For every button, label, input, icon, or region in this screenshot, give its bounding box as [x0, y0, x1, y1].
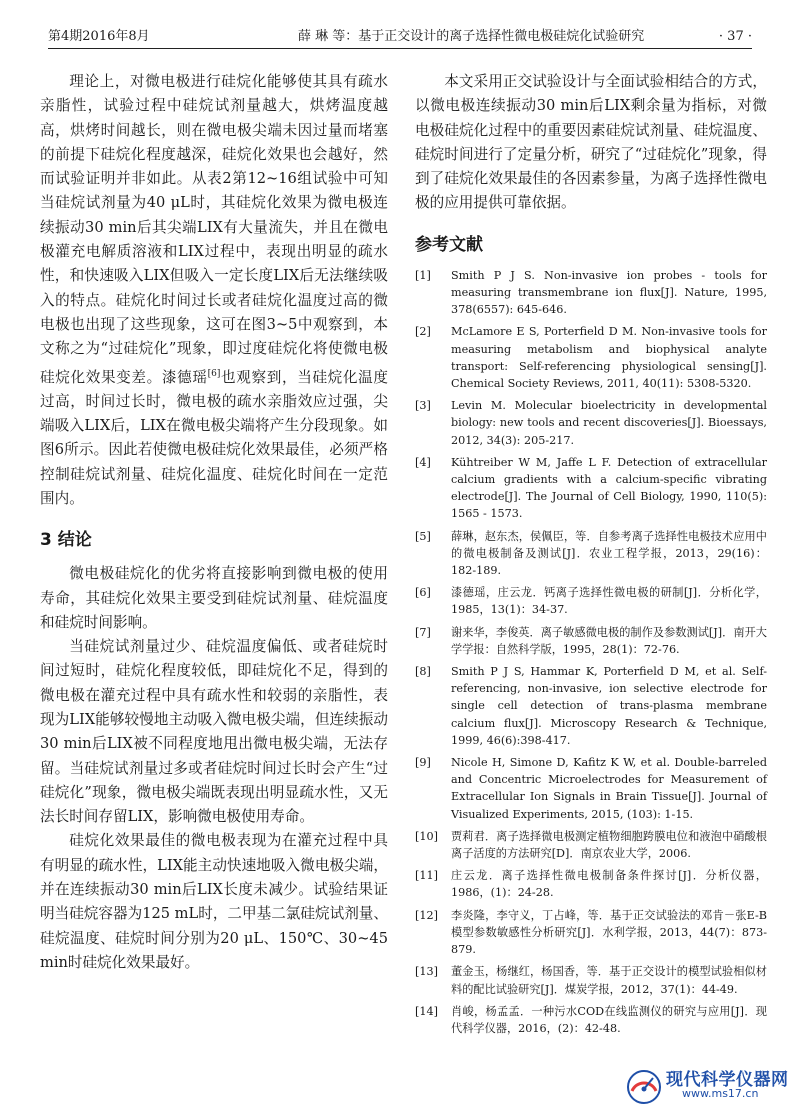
- reference-text: 李炎隆，李守义，丁占峰，等．基于正交试验法的邓肯－张E-B模型参数敏感性分析研究[J]．水利学报，2013，44(7)：873-879.: [451, 908, 767, 957]
- reference-text: McLamore E S, Porterfield D M. Non-invasive tools for measuring metabolism and biophysical analyte transport: Self-referencing physiological sensing[J]. Chemical Society Reviews, 2011, 40(11): 5308-5320.: [451, 325, 767, 390]
- reference-text: 薛琳，赵东杰，侯佩臣，等．自参考离子选择性电极技术应用中的微电极制备及测试[J]．农业工程学报，2013，29(16)：182-189.: [451, 529, 767, 578]
- reference-text: Smith P J S, Hammar K, Porterfield D M, et al. Self-referencing, non-invasive, ion selective electrode for single cell detection of trans-plasma membrane calcium flux[J]. Microscopy Research & Technique, 1999, 46(6):398-417.: [451, 665, 767, 747]
- reference-number: [5]: [415, 529, 431, 543]
- gauge-logo-icon: [624, 1065, 664, 1105]
- reference-item: [415, 754, 767, 823]
- reference-item: [415, 624, 767, 658]
- reference-item: [415, 397, 767, 449]
- summary-paragraph: 本文采用正交试验设计与全面试验相结合的方式，以微电极连续振动30 min后LIX剩余量为指标，对微电极硅烷化过程中的重要因素硅烷试剂量、硅烷温度、硅烷时间进行了定量分析，研究了“过硅烷化”现象，得到了硅烷化效果最佳的各因素参量，为离子选择性微电极的应用提供可靠依据。: [415, 73, 767, 212]
- reference-item: [415, 454, 767, 523]
- reference-number: [8]: [415, 665, 431, 679]
- running-title: 薛 琳 等：基于正交设计的离子选择性微电极硅烷化试验研究: [298, 29, 645, 44]
- reference-text: 谢来华，李俊英．离子敏感微电极的制作及参数测试[J]．南开大学学报：自然科学版，1995，28(1)：72-76.: [451, 625, 767, 656]
- left-column: [40, 70, 388, 975]
- reference-item: [415, 663, 767, 749]
- conclusion-paragraph-1: 微电极硅烷化的优劣将直接影响到微电极的使用寿命，其硅烷化效果主要受到硅烷试剂量、硅烷温度和硅烷时间影响。: [40, 565, 388, 631]
- reference-number: [3]: [415, 399, 431, 413]
- site-watermark: [624, 1065, 794, 1107]
- reference-number: [14]: [415, 1004, 438, 1018]
- reference-number: [12]: [415, 908, 438, 922]
- references-heading: 参考文献: [415, 234, 483, 255]
- reference-item: [415, 907, 767, 959]
- reference-text: 董金玉，杨继红，杨国香，等．基于正交设计的模型试验相似材料的配比试验研究[J]．煤炭学报，2012，37(1)：44-49.: [451, 965, 767, 996]
- section-heading-conclusion: 3 结论: [40, 530, 92, 551]
- reference-text: Smith P J S. Non-invasive ion probes - tools for measuring transmembrane ion flux[J]. Nature, 1995, 378(6557): 645-646.: [451, 268, 767, 317]
- running-header: [48, 18, 752, 49]
- reference-item: [415, 267, 767, 319]
- reference-number: [1]: [415, 268, 431, 282]
- reference-item: [415, 1003, 767, 1037]
- reference-item: [415, 828, 767, 862]
- reference-number: [2]: [415, 325, 431, 339]
- right-column: [415, 70, 767, 1042]
- issue-date: 第4期2016年8月: [48, 29, 150, 44]
- reference-text: 漆德瑶，庄云龙．钙离子选择性微电极的研制[J]．分析化学，1985，13(1)：34-37.: [451, 586, 767, 617]
- reference-text: 贾莉君．离子选择微电极测定植物细胞跨膜电位和液泡中硝酸根离子活度的方法研究[D]．南京农业大学，2006.: [451, 829, 767, 861]
- reference-text: Nicole H, Simone D, Kafitz K W, et al. Double-barreled and Concentric Microelectrodes for Measurement of Extracellular Ion Signals in Brain Tissue[J]. Journal of Visualized Experiments, 2015, (103): 1-15.: [451, 756, 767, 821]
- reference-number: [4]: [415, 455, 431, 469]
- reference-text: 庄云龙．离子选择性微电极制备条件探讨[J]．分析仪器，1986，(1)：24-28.: [451, 869, 767, 900]
- discussion-paragraph: 理论上，对微电极进行硅烷化能够使其具有疏水亲脂性，试验过程中硅烷试剂量越大，烘烤温度越高，烘烤时间越长，则在微电极尖端未因过量而堵塞的前提下硅烷化程度越深，硅烷化效果也会越好，然而试验证明并非如此。从表2第12~16组试验中可知当硅烷试剂量为40 μL时，其硅烷化效果为微电极连续振动30 min后其尖端LIX有大量流失，并且在微电极灌充电解质溶液和LIX过程中，表现出明显的疏水性，和快速吸入LIX但吸入一定长度LIX后无法继续吸入的特点。硅烷化时间过长或者硅烷化温度过高的微电极也出现了这些现象，这可在图3~5中观察到，本文称之为“过硅烷化”现象，即过度硅烷化将使微电极硅烷化效果变差。漆德瑶[6]也观察到，当硅烷化温度过高，时间过长时，微电极的疏水亲脂效应过强，尖端吸入LIX后，LIX在微电极尖端将产生分段现象。如图6所示。因此若使微电极硅烷化效果最佳，必须严格控制硅烷试剂量、硅烷化温度、硅烷化时间在一定范围内。: [40, 73, 388, 507]
- reference-text: Kühtreiber W M, Jaffe L F. Detection of extracellular calcium gradients with a calcium-specific vibrating electrode[J]. The Journal of Cell Biology, 1990, 110(5): 1565 - 1573.: [451, 455, 767, 521]
- page-number: · 37 ·: [718, 29, 752, 44]
- reference-item: [415, 528, 767, 580]
- watermark-site-name: 现代科学仪器网: [666, 1070, 789, 1090]
- reference-list: [415, 267, 767, 1037]
- citation: [6]: [207, 368, 221, 379]
- conclusion-paragraph-3: 硅烷化效果最佳的微电极表现为在灌充过程中具有明显的疏水性，LIX能主动快速地吸入微电极尖端，并在连续振动30 min后LIX长度未减少。试验结果证明当硅烷容器为125 mL时，二甲基二氯硅烷试剂量、硅烷温度、硅烷时间分别为20 μL、150℃、30~45 min时硅烷化效果最好。: [40, 832, 388, 971]
- reference-item: [415, 963, 767, 997]
- reference-number: [9]: [415, 756, 431, 770]
- conclusion-paragraph-2: 当硅烷试剂量过少、硅烷温度偏低、或者硅烷时间过短时，硅烷化程度较低，即硅烷化不足，得到的微电极在灌充过程中具有疏水性和较弱的亲脂性，表现为LIX能够较慢地主动吸入微电极尖端，但连续振动30 min后LIX被不同程度地甩出微电极尖端，无法存留。当硅烷试剂量过多或者硅烷时间过长时会产生“过硅烷化”现象，微电极尖端既表现出明显疏水性，又无法长时间存留LIX，影响微电极使用寿命。: [40, 638, 388, 826]
- reference-item: [415, 323, 767, 392]
- reference-number: [10]: [415, 829, 438, 843]
- reference-text: 肖峻，杨孟孟．一种污水COD在线监测仪的研究与应用[J]．现代科学仪器，2016，(2)：42-48.: [451, 1004, 767, 1035]
- reference-number: [11]: [415, 869, 438, 883]
- watermark-url: www.ms17.cn: [682, 1087, 759, 1100]
- reference-number: [7]: [415, 625, 431, 639]
- reference-item: [415, 867, 767, 901]
- reference-number: [6]: [415, 586, 431, 600]
- reference-number: [13]: [415, 965, 438, 979]
- reference-item: [415, 584, 767, 618]
- reference-text: Levin M. Molecular bioelectricity in developmental biology: new tools and recent discoveries[J]. Bioessays, 2012, 34(3): 205-217.: [451, 399, 767, 447]
